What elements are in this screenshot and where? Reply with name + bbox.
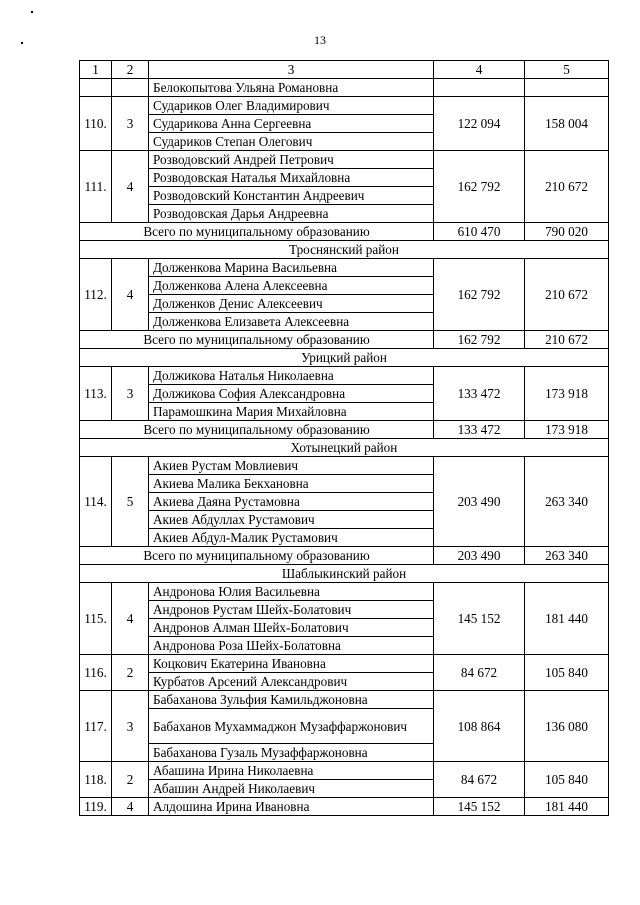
person-name: Розводовский Андрей Петрович bbox=[149, 151, 434, 169]
person-name: Розводовская Дарья Андреевна bbox=[149, 205, 434, 223]
value-col5: 105 840 bbox=[525, 762, 609, 798]
row-number: 119. bbox=[80, 798, 112, 816]
table-row bbox=[80, 583, 609, 601]
value-col4: 203 490 bbox=[434, 457, 525, 547]
table-row bbox=[80, 655, 609, 673]
value-col4: 162 792 bbox=[434, 259, 525, 331]
district-row bbox=[80, 565, 609, 583]
page-number: 13 bbox=[314, 33, 326, 47]
total-col5: 790 020 bbox=[525, 223, 609, 241]
value-col5: 173 918 bbox=[525, 367, 609, 421]
person-name: Долженкова Марина Васильевна bbox=[149, 259, 434, 277]
person-name: Розводовский Константин Андреевич bbox=[149, 187, 434, 205]
person-name: Сударикова Анна Сергеевна bbox=[149, 115, 434, 133]
total-col4: 610 470 bbox=[434, 223, 525, 241]
person-name: Абашин Андрей Николаевич bbox=[149, 780, 434, 798]
value-col5: 136 080 bbox=[525, 691, 609, 762]
table-row bbox=[80, 97, 609, 115]
person-name: Алдошина Ирина Ивановна bbox=[149, 798, 434, 816]
row-number: 112. bbox=[80, 259, 112, 331]
family-count: 5 bbox=[112, 457, 149, 547]
value-col5: 181 440 bbox=[525, 798, 609, 816]
person-name: Бабаханов Мухаммаджон Музаффаржонович bbox=[149, 709, 434, 744]
total-row bbox=[80, 223, 609, 241]
person-name: Долженкова Елизавета Алексеевна bbox=[149, 313, 434, 331]
table-row bbox=[80, 79, 609, 97]
table-row bbox=[80, 762, 609, 780]
district-name: Хотынецкий район bbox=[80, 439, 609, 457]
value-col4: 122 094 bbox=[434, 97, 525, 151]
person-name: Должикова София Александровна bbox=[149, 385, 434, 403]
header-row bbox=[80, 61, 609, 79]
person-name: Андронов Рустам Шейх-Болатович bbox=[149, 601, 434, 619]
person-name: Розводовская Наталья Михайловна bbox=[149, 169, 434, 187]
total-row bbox=[80, 331, 609, 349]
row-number: 118. bbox=[80, 762, 112, 798]
row-number: 117. bbox=[80, 691, 112, 762]
family-count: 4 bbox=[112, 798, 149, 816]
family-count: 3 bbox=[112, 367, 149, 421]
total-col4: 203 490 bbox=[434, 547, 525, 565]
person-name: Судариков Олег Владимирович bbox=[149, 97, 434, 115]
family-count: 4 bbox=[112, 583, 149, 655]
value-col4: 162 792 bbox=[434, 151, 525, 223]
table-row bbox=[80, 367, 609, 385]
beneficiaries-table bbox=[79, 60, 609, 816]
family-count: 4 bbox=[112, 259, 149, 331]
person-name: Акиев Абдуллах Рустамович bbox=[149, 511, 434, 529]
row-number: 116. bbox=[80, 655, 112, 691]
table-row bbox=[80, 798, 609, 816]
total-label: Всего по муниципальному образованию bbox=[80, 421, 434, 439]
row-number: 110. bbox=[80, 97, 112, 151]
value-col5: 210 672 bbox=[525, 259, 609, 331]
value-col4: 84 672 bbox=[434, 655, 525, 691]
person-name: Бабаханова Зульфия Камильджоновна bbox=[149, 691, 434, 709]
district-row bbox=[80, 241, 609, 259]
total-col5: 263 340 bbox=[525, 547, 609, 565]
total-col4: 162 792 bbox=[434, 331, 525, 349]
total-row bbox=[80, 421, 609, 439]
district-name: Шаблыкинский район bbox=[80, 565, 609, 583]
table-row bbox=[80, 691, 609, 709]
person-name: Бабаханова Гузаль Музаффаржоновна bbox=[149, 744, 434, 762]
district-name: Троснянский район bbox=[80, 241, 609, 259]
person-name: Долженков Денис Алексеевич bbox=[149, 295, 434, 313]
family-count: 2 bbox=[112, 762, 149, 798]
row-number: 115. bbox=[80, 583, 112, 655]
person-name: Должикова Наталья Николаевна bbox=[149, 367, 434, 385]
person-name: Акиева Малика Бекхановна bbox=[149, 475, 434, 493]
row-number: 113. bbox=[80, 367, 112, 421]
scan-dot bbox=[31, 11, 33, 13]
row-number: 114. bbox=[80, 457, 112, 547]
person-name: Андронов Алман Шейх-Болатович bbox=[149, 619, 434, 637]
person-name: Курбатов Арсений Александрович bbox=[149, 673, 434, 691]
value-col4: 108 864 bbox=[434, 691, 525, 762]
person-name: Акиев Рустам Мовлиевич bbox=[149, 457, 434, 475]
total-col5: 210 672 bbox=[525, 331, 609, 349]
value-col5: 181 440 bbox=[525, 583, 609, 655]
family-count: 4 bbox=[112, 151, 149, 223]
table-row bbox=[80, 457, 609, 475]
value-col5: 210 672 bbox=[525, 151, 609, 223]
person-name: Акиева Даяна Рустамовна bbox=[149, 493, 434, 511]
header-cell: 1 bbox=[80, 61, 112, 79]
person-name: Судариков Степан Олегович bbox=[149, 133, 434, 151]
total-label: Всего по муниципальному образованию bbox=[80, 547, 434, 565]
person-name: Андронова Юлия Васильевна bbox=[149, 583, 434, 601]
value-col4: 133 472 bbox=[434, 367, 525, 421]
person-name: Коцкович Екатерина Ивановна bbox=[149, 655, 434, 673]
total-col4: 133 472 bbox=[434, 421, 525, 439]
family-count: 3 bbox=[112, 691, 149, 762]
district-row bbox=[80, 439, 609, 457]
row-number: 111. bbox=[80, 151, 112, 223]
value-col4: 84 672 bbox=[434, 762, 525, 798]
value-col5: 263 340 bbox=[525, 457, 609, 547]
header-cell: 5 bbox=[525, 61, 609, 79]
family-count: 3 bbox=[112, 97, 149, 151]
person-name: Белокопытова Ульяна Романовна bbox=[149, 79, 434, 97]
value-col4: 145 152 bbox=[434, 583, 525, 655]
header-cell: 4 bbox=[434, 61, 525, 79]
value-col5: 158 004 bbox=[525, 97, 609, 151]
total-label: Всего по муниципальному образованию bbox=[80, 331, 434, 349]
person-name: Абашина Ирина Николаевна bbox=[149, 762, 434, 780]
header-cell: 3 bbox=[149, 61, 434, 79]
person-name: Акиев Абдул-Малик Рустамович bbox=[149, 529, 434, 547]
value-col4: 145 152 bbox=[434, 798, 525, 816]
district-row bbox=[80, 349, 609, 367]
district-name: Урицкий район bbox=[80, 349, 609, 367]
total-label: Всего по муниципальному образованию bbox=[80, 223, 434, 241]
total-col5: 173 918 bbox=[525, 421, 609, 439]
person-name: Андронова Роза Шейх-Болатовна bbox=[149, 637, 434, 655]
table-row bbox=[80, 151, 609, 169]
person-name: Парамошкина Мария Михайловна bbox=[149, 403, 434, 421]
value-col5: 105 840 bbox=[525, 655, 609, 691]
family-count: 2 bbox=[112, 655, 149, 691]
total-row bbox=[80, 547, 609, 565]
person-name: Долженкова Алена Алексеевна bbox=[149, 277, 434, 295]
header-cell: 2 bbox=[112, 61, 149, 79]
table-row bbox=[80, 259, 609, 277]
